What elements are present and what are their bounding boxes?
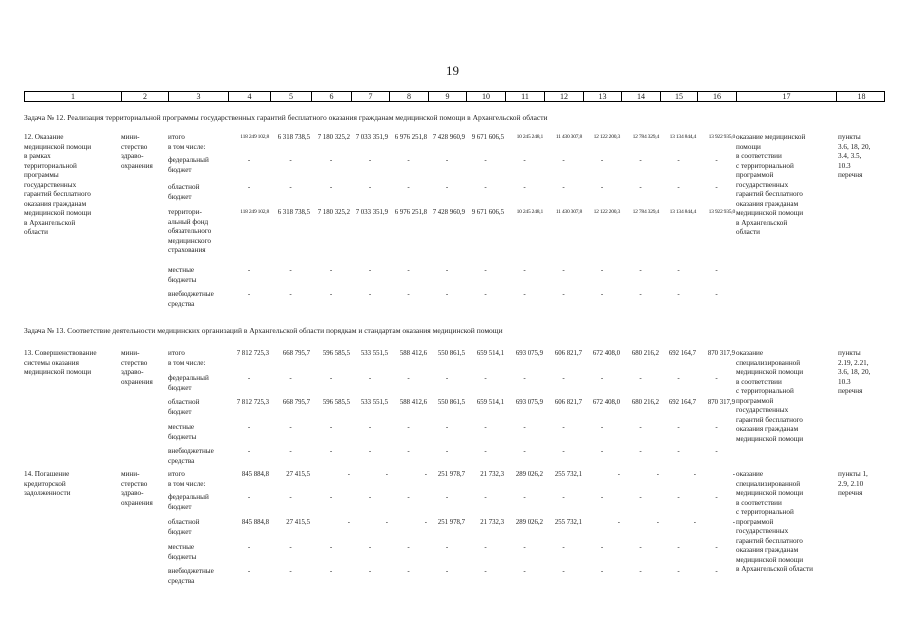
b13-r-vneb-row-col-4: - xyxy=(247,447,251,455)
b14-r-mest-row-col-11: - xyxy=(523,543,526,551)
b13-r-mest-row-col-11: - xyxy=(523,423,526,431)
b13-r-fed-row-col-8: - xyxy=(407,374,410,382)
b14-r-mest-row-col-16: - xyxy=(715,543,718,551)
b12-r-mest-row-col-7: - xyxy=(368,266,372,274)
b14-r-vneb-row-col-15: - xyxy=(677,567,680,575)
b14-expected-result: оказание специализированной медицинской помощи в соответствии с территориальной программой государственных гарантий бесплатного оказания гражданам медицинской помощи в Архангельской области xyxy=(736,470,813,573)
b12-r-itogo: итого xyxy=(168,133,185,141)
b12-r-obl-row-col-16: - xyxy=(715,183,718,191)
b14-r-mest-row-col-5: - xyxy=(289,543,292,551)
b12-r-mest-row-col-12: - xyxy=(562,266,565,274)
b12-r-mest-row-col-15: - xyxy=(677,266,680,274)
b12-r-fed-row-col-16: - xyxy=(715,156,718,164)
b13-measure-name: 13. Совершенствование системы оказания медицинской помощи xyxy=(24,349,97,376)
b13-r-obl-row-col-15: 692 164,7 xyxy=(668,399,696,406)
b12-r-fed-row-col-14: - xyxy=(639,156,642,164)
b13-r-mest-row-col-10: - xyxy=(484,423,487,431)
b12-r-obl-row-col-8: - xyxy=(407,183,410,191)
b13-executor: мини- стерство здраво- охранения xyxy=(121,349,153,386)
b14-r-itogo-row-col-7: - xyxy=(385,471,388,478)
column-header-5: 5 xyxy=(271,92,312,101)
b14-r-itogo-row-col-4: 845 884,8 xyxy=(241,471,269,478)
b13-r-mest-row-col-16: - xyxy=(715,423,718,431)
column-header-7: 7 xyxy=(352,92,390,101)
b12-r-obl-row-col-9: - xyxy=(445,183,449,191)
b14-r-fed: федеральный бюджет xyxy=(168,493,209,511)
b13-r-vneb-row-col-5: - xyxy=(289,447,292,455)
b14-r-vneb-row-col-14: - xyxy=(639,567,642,575)
b13-r-vneb-row-col-6: - xyxy=(329,447,333,455)
b13-r-obl-row-col-11: 693 075,9 xyxy=(515,399,543,406)
b14-r-fed-row-col-5: - xyxy=(289,493,292,501)
b12-r-itogo-row-col-7: 7 033 351,9 xyxy=(355,134,388,141)
b12-r-fund-row-col-9: 7 428 960,9 xyxy=(432,209,465,216)
b13-r-mest-row-col-13: - xyxy=(600,423,604,431)
b14-executor: мини- стерство здраво- охранения xyxy=(121,470,153,507)
b14-r-obl-row-col-7: - xyxy=(385,519,388,526)
b13-r-obl-row-col-6: 596 585,5 xyxy=(322,399,350,406)
b14-r-mest-row-col-8: - xyxy=(407,543,410,551)
b13-r-mest-row-col-12: - xyxy=(562,423,565,431)
b14-r-fed-row-col-12: - xyxy=(562,493,565,501)
b13-r-vneb-row-col-7: - xyxy=(368,447,372,455)
column-header-6: 6 xyxy=(312,92,352,101)
b13-r-vneb-row-col-13: - xyxy=(600,447,604,455)
b13-r-itogo-row-col-13: 672 408,0 xyxy=(592,350,620,357)
b13-r-vneb-row-col-8: - xyxy=(407,447,410,455)
b12-r-vneb-row-col-9: - xyxy=(445,290,449,298)
page-number: 19 xyxy=(446,63,459,78)
b12-r-fed-row-col-4: - xyxy=(247,156,251,164)
b12-r-fed-row-col-12: - xyxy=(562,156,565,164)
b12-r-mest-row-col-5: - xyxy=(289,266,292,274)
b13-r-mest-row-col-7: - xyxy=(368,423,372,431)
b13-r-mest-row-col-14: - xyxy=(639,423,642,431)
b12-r-fed-row-col-13: - xyxy=(600,156,604,164)
b14-r-itogo-row-col-5: 27 415,5 xyxy=(286,471,310,478)
b14-r-fed-row-col-9: - xyxy=(445,493,449,501)
b12-r-itogo-row-col-6: 7 180 325,2 xyxy=(317,134,350,141)
b13-r-itogo-row-col-12: 606 821,7 xyxy=(554,350,582,357)
b14-r-itogo-row-col-6: - xyxy=(347,471,350,478)
b14-r-vneb-row-col-12: - xyxy=(562,567,565,575)
b14-r-fed-row-col-14: - xyxy=(639,493,642,501)
b13-r-itogo: итого xyxy=(168,349,185,357)
b12-r-vneb-row-col-16: - xyxy=(715,290,718,298)
b13-r-obl-row-col-13: 672 408,0 xyxy=(592,399,620,406)
b12-r-fund-row-col-6: 7 180 325,2 xyxy=(317,209,350,216)
b13-r-vneb-row-col-14: - xyxy=(639,447,642,455)
b12-r-fund-row-col-12: 11 430 307,8 xyxy=(555,209,582,215)
b14-r-obl-row-col-8: - xyxy=(424,519,427,526)
b12-executor: мини- стерство здраво- охранения xyxy=(121,133,153,170)
b12-r-fund-row-col-4: 118 249 102,8 xyxy=(240,209,269,215)
b12-expected-result: оказание медицинской помощи в соответствии с территориальной программой государственных гарантий бесплатного оказания гражданам медицинской помощи в Архангельской области xyxy=(736,133,806,236)
b14-r-fed-row-col-7: - xyxy=(368,493,372,501)
b14-r-fed-row-col-6: - xyxy=(329,493,333,501)
b13-r-fed-row-col-9: - xyxy=(445,374,449,382)
b12-r-fed-row-col-9: - xyxy=(445,156,449,164)
b12-r-fund-row-col-15: 13 134 844,4 xyxy=(669,209,696,215)
b14-r-fed-row-col-10: - xyxy=(484,493,487,501)
b13-r-obl-row-col-16: 870 317,9 xyxy=(707,399,735,406)
b14-r-vneb-row-col-8: - xyxy=(407,567,410,575)
b12-r-fund-row-col-5: 6 318 738,5 xyxy=(277,209,310,216)
b13-r-fed-row-col-5: - xyxy=(289,374,292,382)
b12-r-vneb-row-col-15: - xyxy=(677,290,680,298)
b13-expected-result: оказание специализированной медицинской помощи в соответствии с территориальной программой государственных гарантий бесплатного оказания гражданам медицинской помощи xyxy=(736,349,804,443)
b12-r-obl-row-col-13: - xyxy=(600,183,604,191)
column-header-17: 17 xyxy=(737,92,837,101)
b13-r-obl-row-col-10: 659 514,1 xyxy=(476,399,504,406)
b14-r-mest-row-col-13: - xyxy=(600,543,604,551)
b14-r-obl-row-col-13: - xyxy=(617,519,620,526)
b12-r-mest: местные бюджеты xyxy=(168,266,197,284)
b12-r-vneb-row-col-13: - xyxy=(600,290,604,298)
b14-r-obl-row-col-14: - xyxy=(656,519,659,526)
b12-r-obl-row-col-7: - xyxy=(368,183,372,191)
b12-r-fund-row-col-8: 6 976 251,8 xyxy=(394,209,427,216)
b13-r-fed: федеральный бюджет xyxy=(168,374,209,392)
b13-r-obl-row-col-8: 588 412,6 xyxy=(399,399,427,406)
b13-r-itogo-row-col-9: 550 861,5 xyxy=(437,350,465,357)
b14-r-obl-row-col-11: 289 026,2 xyxy=(515,519,543,526)
b12-r-vtom: в том числе: xyxy=(168,143,206,151)
b13-r-fed-row-col-16: - xyxy=(715,374,718,382)
b12-r-vneb-row-col-4: - xyxy=(247,290,251,298)
column-header-9: 9 xyxy=(429,92,467,101)
b14-r-vtom: в том числе: xyxy=(168,480,206,488)
column-number-header xyxy=(24,91,885,102)
b13-r-itogo-row-col-4: 7 812 725,3 xyxy=(236,350,269,357)
b12-r-mest-row-col-9: - xyxy=(445,266,449,274)
b14-r-obl-row-col-5: 27 415,5 xyxy=(286,519,310,526)
b13-r-itogo-row-col-8: 588 412,6 xyxy=(399,350,427,357)
b12-r-obl: областной бюджет xyxy=(168,183,200,201)
b13-r-obl-row-col-5: 668 795,7 xyxy=(282,399,310,406)
b13-r-fed-row-col-13: - xyxy=(600,374,604,382)
b14-r-vneb-row-col-16: - xyxy=(715,567,718,575)
b14-r-itogo-row-col-13: - xyxy=(617,471,620,478)
b12-r-mest-row-col-13: - xyxy=(600,266,604,274)
b14-r-itogo: итого xyxy=(168,470,185,478)
b14-r-mest-row-col-10: - xyxy=(484,543,487,551)
b12-r-itogo-row-col-9: 7 428 960,9 xyxy=(432,134,465,141)
b13-r-vneb-row-col-11: - xyxy=(523,447,526,455)
b13-r-vneb-row-col-10: - xyxy=(484,447,487,455)
b12-r-fund-row-col-13: 12 122 200,3 xyxy=(593,209,620,215)
column-header-13: 13 xyxy=(584,92,622,101)
b14-r-obl-row-col-15: - xyxy=(693,519,696,526)
b13-r-mest-row-col-8: - xyxy=(407,423,410,431)
b14-r-mest-row-col-7: - xyxy=(368,543,372,551)
column-header-11: 11 xyxy=(506,92,545,101)
b12-r-mest-row-col-4: - xyxy=(247,266,251,274)
b13-r-obl-row-col-7: 533 551,5 xyxy=(360,399,388,406)
b13-r-fed-row-col-10: - xyxy=(484,374,487,382)
b13-r-itogo-row-col-10: 659 514,1 xyxy=(476,350,504,357)
b13-r-vneb-row-col-15: - xyxy=(677,447,680,455)
b13-r-itogo-row-col-6: 596 585,5 xyxy=(322,350,350,357)
b12-list-points: пункты 3.6, 18, 20, 3.4, 3.5, 10.3 перечня xyxy=(838,133,871,179)
b12-r-fed-row-col-15: - xyxy=(677,156,680,164)
b12-r-vneb-row-col-6: - xyxy=(329,290,333,298)
b14-r-itogo-row-col-15: - xyxy=(693,471,696,478)
b12-r-itogo-row-col-15: 13 134 844,4 xyxy=(669,134,696,140)
b12-r-itogo-row-col-5: 6 318 738,5 xyxy=(277,134,310,141)
b12-r-mest-row-col-8: - xyxy=(407,266,410,274)
b14-list-points: пункты 1, 2.9, 2.10 перечня xyxy=(838,470,868,497)
b12-r-obl-row-col-10: - xyxy=(484,183,487,191)
b13-list-points: пункты 2.19, 2.21, 3.6, 18, 20, 10.3 перечня xyxy=(838,349,871,395)
b14-r-fed-row-col-11: - xyxy=(523,493,526,501)
b14-r-fed-row-col-16: - xyxy=(715,493,718,501)
b12-r-mest-row-col-6: - xyxy=(329,266,333,274)
b13-r-fed-row-col-12: - xyxy=(562,374,565,382)
column-header-16: 16 xyxy=(698,92,737,101)
b12-r-fund-row-col-7: 7 033 351,9 xyxy=(355,209,388,216)
b14-r-itogo-row-col-14: - xyxy=(656,471,659,478)
b12-r-obl-row-col-14: - xyxy=(639,183,642,191)
b13-r-obl: областной бюджет xyxy=(168,398,200,416)
b14-r-obl-row-col-10: 21 732,3 xyxy=(480,519,504,526)
b14-r-vneb-row-col-6: - xyxy=(329,567,333,575)
b13-r-fed-row-col-14: - xyxy=(639,374,642,382)
b13-r-obl-row-col-4: 7 812 725,3 xyxy=(236,399,269,406)
column-header-18: 18 xyxy=(857,92,866,101)
b12-r-vneb-row-col-5: - xyxy=(289,290,292,298)
b14-r-vneb: внебюджетные средства xyxy=(168,567,214,585)
b12-r-obl-row-col-5: - xyxy=(289,183,292,191)
b12-r-itogo-row-col-10: 9 671 606,5 xyxy=(471,134,504,141)
b12-r-vneb-row-col-14: - xyxy=(639,290,642,298)
b14-r-vneb-row-col-5: - xyxy=(289,567,292,575)
b13-r-obl-row-col-14: 680 216,2 xyxy=(631,399,659,406)
b14-r-mest-row-col-14: - xyxy=(639,543,642,551)
b13-r-itogo-row-col-15: 692 164,7 xyxy=(668,350,696,357)
b13-r-vneb-row-col-9: - xyxy=(445,447,449,455)
b14-r-mest-row-col-12: - xyxy=(562,543,565,551)
b12-r-fed-row-col-7: - xyxy=(368,156,372,164)
column-header-12: 12 xyxy=(545,92,584,101)
b12-r-fund-row-col-16: 13 922 935,0 xyxy=(708,209,735,215)
b12-r-mest-row-col-11: - xyxy=(523,266,526,274)
b12-r-fed: федеральный бюджет xyxy=(168,156,209,174)
b12-r-vneb-row-col-12: - xyxy=(562,290,565,298)
b14-r-mest-row-col-15: - xyxy=(677,543,680,551)
b14-r-vneb-row-col-11: - xyxy=(523,567,526,575)
b12-r-vneb-row-col-11: - xyxy=(523,290,526,298)
b14-r-fed-row-col-8: - xyxy=(407,493,410,501)
column-header-2: 2 xyxy=(122,92,169,101)
b14-r-vneb-row-col-13: - xyxy=(600,567,604,575)
b13-r-fed-row-col-4: - xyxy=(247,374,251,382)
column-header-1: 1 xyxy=(25,92,122,101)
b13-r-fed-row-col-11: - xyxy=(523,374,526,382)
column-header-14: 14 xyxy=(622,92,661,101)
b12-r-fed-row-col-11: - xyxy=(523,156,526,164)
b12-r-vneb-row-col-8: - xyxy=(407,290,410,298)
b12-measure-name: 12. Оказание медицинской помощи в рамках территориальной программы государственных гарантий бесплатного оказания гражданам медицинской помощи в Архангельской области xyxy=(24,133,92,236)
b14-r-mest-row-col-9: - xyxy=(445,543,449,551)
b13-r-itogo-row-col-14: 680 216,2 xyxy=(631,350,659,357)
b12-r-fund-row-col-10: 9 671 606,5 xyxy=(471,209,504,216)
b12-r-fund-row-col-14: 12 784 329,4 xyxy=(632,209,659,215)
b12-r-vneb-row-col-10: - xyxy=(484,290,487,298)
b14-r-vneb-row-col-7: - xyxy=(368,567,372,575)
b12-r-fed-row-col-6: - xyxy=(329,156,333,164)
b14-r-mest: местные бюджеты xyxy=(168,543,197,561)
b12-r-mest-row-col-16: - xyxy=(715,266,718,274)
b13-r-mest: местные бюджеты xyxy=(168,423,197,441)
b13-r-itogo-row-col-11: 693 075,9 xyxy=(515,350,543,357)
b12-r-mest-row-col-10: - xyxy=(484,266,487,274)
b12-r-itogo-row-col-13: 12 122 200,3 xyxy=(593,134,620,140)
b12-r-vneb: внебюджетные средства xyxy=(168,290,214,308)
b13-r-mest-row-col-5: - xyxy=(289,423,292,431)
b12-r-fund-row-col-11: 10 245 248,1 xyxy=(516,209,543,215)
b14-r-itogo-row-col-16: - xyxy=(732,471,735,478)
b12-r-fund: территори- альный фонд обязательного медицинского страхования xyxy=(168,208,212,254)
b14-r-obl-row-col-4: 845 884,8 xyxy=(241,519,269,526)
b14-r-mest-row-col-6: - xyxy=(329,543,333,551)
b13-r-obl-row-col-12: 606 821,7 xyxy=(554,399,582,406)
task-12-title: Задача № 12. Реализация территориальной программы государственных гарантий бесплатного оказания гражданам медицинской помощи в Архангельской области xyxy=(24,113,548,122)
b14-r-fed-row-col-15: - xyxy=(677,493,680,501)
b12-r-obl-row-col-11: - xyxy=(523,183,526,191)
b12-r-fed-row-col-5: - xyxy=(289,156,292,164)
b12-r-obl-row-col-12: - xyxy=(562,183,565,191)
b14-r-vneb-row-col-9: - xyxy=(445,567,449,575)
b14-r-obl-row-col-12: 255 732,1 xyxy=(554,519,582,526)
b14-r-mest-row-col-4: - xyxy=(247,543,251,551)
b14-r-vneb-row-col-10: - xyxy=(484,567,487,575)
b12-r-itogo-row-col-8: 6 976 251,8 xyxy=(394,134,427,141)
b13-r-vneb-row-col-16: - xyxy=(715,447,718,455)
b12-r-itogo-row-col-4: 118 249 102,8 xyxy=(240,134,269,140)
b13-r-mest-row-col-6: - xyxy=(329,423,333,431)
b13-r-fed-row-col-6: - xyxy=(329,374,333,382)
b14-r-obl: областной бюджет xyxy=(168,518,200,536)
b12-r-obl-row-col-4: - xyxy=(247,183,251,191)
b14-measure-name: 14. Погашение кредиторской задолженности xyxy=(24,470,71,497)
task-13-title: Задача № 13. Соответствие деятельности медицинских организаций в Архангельской области порядкам и стандартам оказания медицинской помощи xyxy=(24,326,503,335)
column-header-4: 4 xyxy=(229,92,271,101)
column-header-3: 3 xyxy=(169,92,229,101)
b13-r-vtom: в том числе: xyxy=(168,359,206,367)
b12-r-itogo-row-col-16: 13 922 935,0 xyxy=(708,134,735,140)
column-header-15: 15 xyxy=(661,92,698,101)
b12-r-fed-row-col-10: - xyxy=(484,156,487,164)
b12-r-itogo-row-col-11: 10 245 248,1 xyxy=(516,134,543,140)
b13-r-mest-row-col-4: - xyxy=(247,423,251,431)
column-header-8: 8 xyxy=(390,92,429,101)
b13-r-mest-row-col-15: - xyxy=(677,423,680,431)
b14-r-itogo-row-col-8: - xyxy=(424,471,427,478)
b13-r-vneb-row-col-12: - xyxy=(562,447,565,455)
b12-r-fed-row-col-8: - xyxy=(407,156,410,164)
b13-r-fed-row-col-7: - xyxy=(368,374,372,382)
b13-r-obl-row-col-9: 550 861,5 xyxy=(437,399,465,406)
b12-r-vneb-row-col-7: - xyxy=(368,290,372,298)
b14-r-fed-row-col-4: - xyxy=(247,493,251,501)
b13-r-vneb: внебюджетные средства xyxy=(168,447,214,465)
b13-r-fed-row-col-15: - xyxy=(677,374,680,382)
b14-r-obl-row-col-6: - xyxy=(347,519,350,526)
b14-r-obl-row-col-9: 251 978,7 xyxy=(437,519,465,526)
b14-r-obl-row-col-16: - xyxy=(732,519,735,526)
b12-r-itogo-row-col-14: 12 784 329,4 xyxy=(632,134,659,140)
b14-r-fed-row-col-13: - xyxy=(600,493,604,501)
b14-r-itogo-row-col-11: 289 026,2 xyxy=(515,471,543,478)
b12-r-mest-row-col-14: - xyxy=(639,266,642,274)
b14-r-itogo-row-col-9: 251 978,7 xyxy=(437,471,465,478)
b13-r-itogo-row-col-7: 533 551,5 xyxy=(360,350,388,357)
b12-r-obl-row-col-6: - xyxy=(329,183,333,191)
b12-r-itogo-row-col-12: 11 430 307,8 xyxy=(555,134,582,140)
b14-r-itogo-row-col-10: 21 732,3 xyxy=(480,471,504,478)
column-header-10: 10 xyxy=(467,92,506,101)
b13-r-mest-row-col-9: - xyxy=(445,423,449,431)
b14-r-vneb-row-col-4: - xyxy=(247,567,251,575)
b12-r-obl-row-col-15: - xyxy=(677,183,680,191)
b13-r-itogo-row-col-5: 668 795,7 xyxy=(282,350,310,357)
b13-r-itogo-row-col-16: 870 317,9 xyxy=(707,350,735,357)
b14-r-itogo-row-col-12: 255 732,1 xyxy=(554,471,582,478)
